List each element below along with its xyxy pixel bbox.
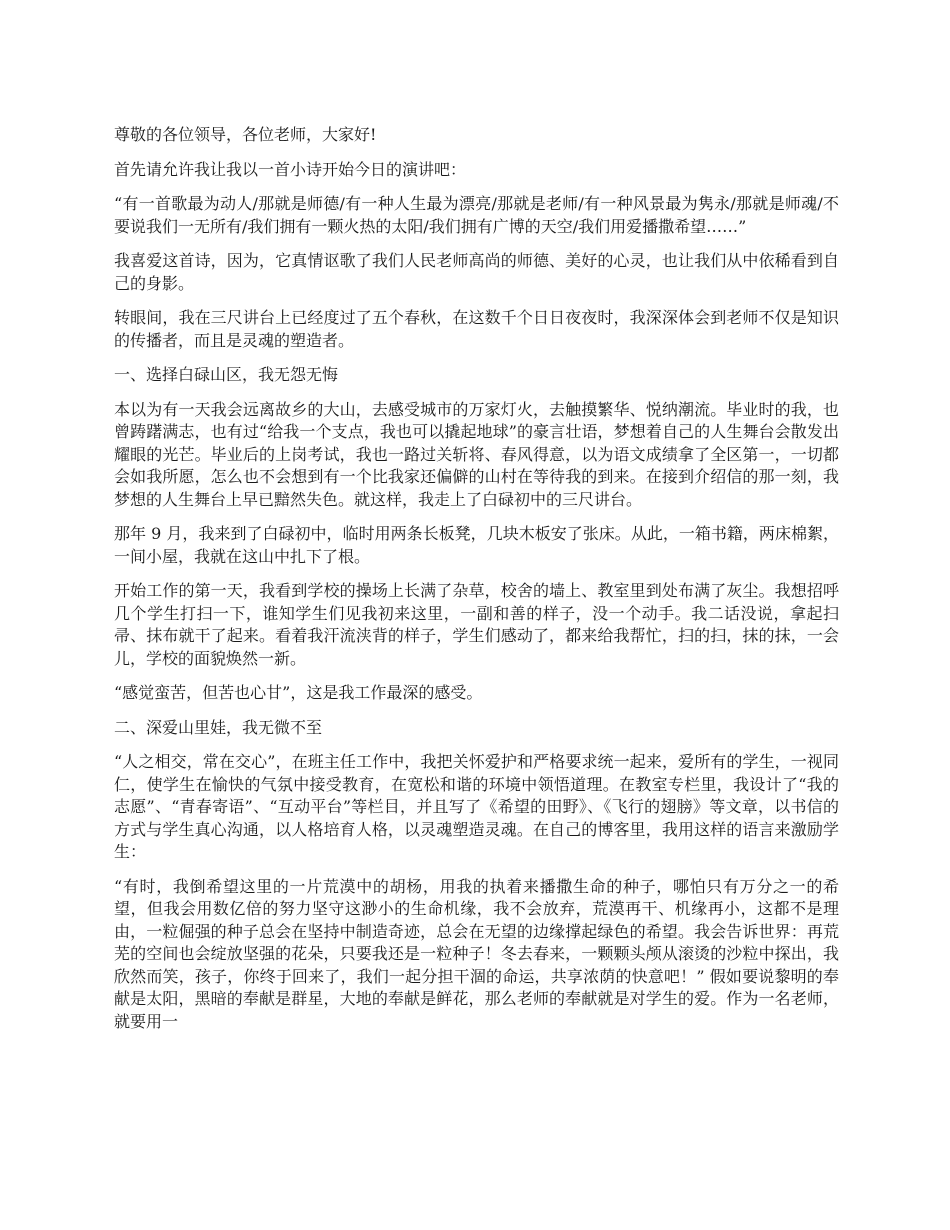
body-paragraph: “感觉蛮苦，但苦也心甘”，这是我工作最深的感受。 bbox=[114, 683, 483, 702]
poem-paragraph: “有一首歌最为动人/那就是师德/有一种人生最为漂亮/那就是老师/有一种风景最为隽永/那就是师魂/不要说我们一无所有/我们拥有一颗火热的太阳/我们拥有广博的天空/我们用爱播撒希望……” bbox=[114, 194, 839, 236]
section-heading-2: 二、深爱山里娃，我无微不至 bbox=[114, 717, 323, 737]
body-paragraph: 我喜爱这首诗，因为，它真情讴歌了我们人民老师高尚的师德、美好的心灵，也让我们从中依稀看到自己的身影。 bbox=[114, 251, 839, 293]
body-paragraph: “人之相交，常在交心”，在班主任工作中，我把关怀爱护和严格要求统一起来，爱所有的学生，一视同仁，使学生在愉快的气氛中接受教育，在宽松和谐的环境中领悟道理。在教室专栏里，我设计了“我的志愿”、“青春寄语”、“互动平台”等栏目，并且写了《希望的田野》、《飞行的翅膀》等文章，以书信的方式与学生真心沟通，以人格培育人格，以灵魂塑造灵魂。在自己的博客里，我用这样的语言来激励学生： bbox=[114, 752, 839, 861]
section-heading-1: 一、选择白碌山区，我无怨无悔 bbox=[114, 365, 339, 384]
body-paragraph: 转眼间，我在三尺讲台上已经度过了五个春秋，在这数千个日日夜夜时，我深深体会到老师不仅是知识的传播者，而且是灵魂的塑造者。 bbox=[114, 308, 839, 350]
intro-paragraph: 首先请允许我让我以一首小诗开始今日的演讲吧： bbox=[114, 159, 467, 179]
body-paragraph: 那年 9 月，我来到了白碌初中，临时用两条长板凳，几块木板安了张床。从此，一箱书籍，两床棉絮，一间小屋，我就在这山中扎下了根。 bbox=[114, 524, 839, 566]
document-body bbox=[114, 124, 839, 1045]
body-paragraph: 本以为有一天我会远离故乡的大山，去感受城市的万家灯火，去触摸繁华、悦纳潮流。毕业时的我，也曾踌躇满志，也有过“给我一个支点，我也可以撬起地球”的豪言壮语，梦想着自己的人生舞台会散发出耀眼的光芒。毕业后的上岗考试，我也一路过关斩将、春风得意，以为语文成绩拿了全区第一，一切都会如我所愿，怎么也不会想到有一个比我家还偏僻的山村在等待我的到来。在接到介绍信的那一刻，我梦想的人生舞台上早已黯然失色。就这样，我走上了白碌初中的三尺讲台。 bbox=[114, 399, 839, 509]
body-paragraph: 开始工作的第一天，我看到学校的操场上长满了杂草，校舍的墙上、教室里到处布满了灰尘。我想招呼几个学生打扫一下，谁知学生们见我初来这里，一副和善的样子，没一个动手。我二话没说，拿起扫帚、抹布就干了起来。看着我汗流浃背的样子，学生们感动了，都来给我帮忙，扫的扫，抹的抹，一会儿，学校的面貌焕然一新。 bbox=[114, 581, 839, 668]
greeting-paragraph: 尊敬的各位领导，各位老师，大家好! bbox=[114, 125, 377, 144]
body-paragraph: “有时，我倒希望这里的一片荒漠中的胡杨，用我的执着来播撒生命的种子，哪怕只有万分之一的希望，但我会用数亿倍的努力坚守这渺小的生命机缘，我不会放弃，荒漠再干、机缘再小，这都不是理由，一粒倔强的种子总会在坚持中制造奇迹，总会在无望的边缘撑起绿色的希望。我会告诉世界：再荒芜的空间也会绽放坚强的花朵，只要我还是一粒种子！冬去春来，一颗颗头颅从滚烫的沙粒中探出，我欣然而笑，孩子，你终于回来了，我们一起分担干涸的命运，共享浓荫的快意吧！” 假如要说黎明的奉献是太阳，黑暗的奉献是群星，大地的奉献是鲜花，那么老师的奉献就是对学生的爱。作为一名老师，就要用一 bbox=[114, 876, 839, 1031]
